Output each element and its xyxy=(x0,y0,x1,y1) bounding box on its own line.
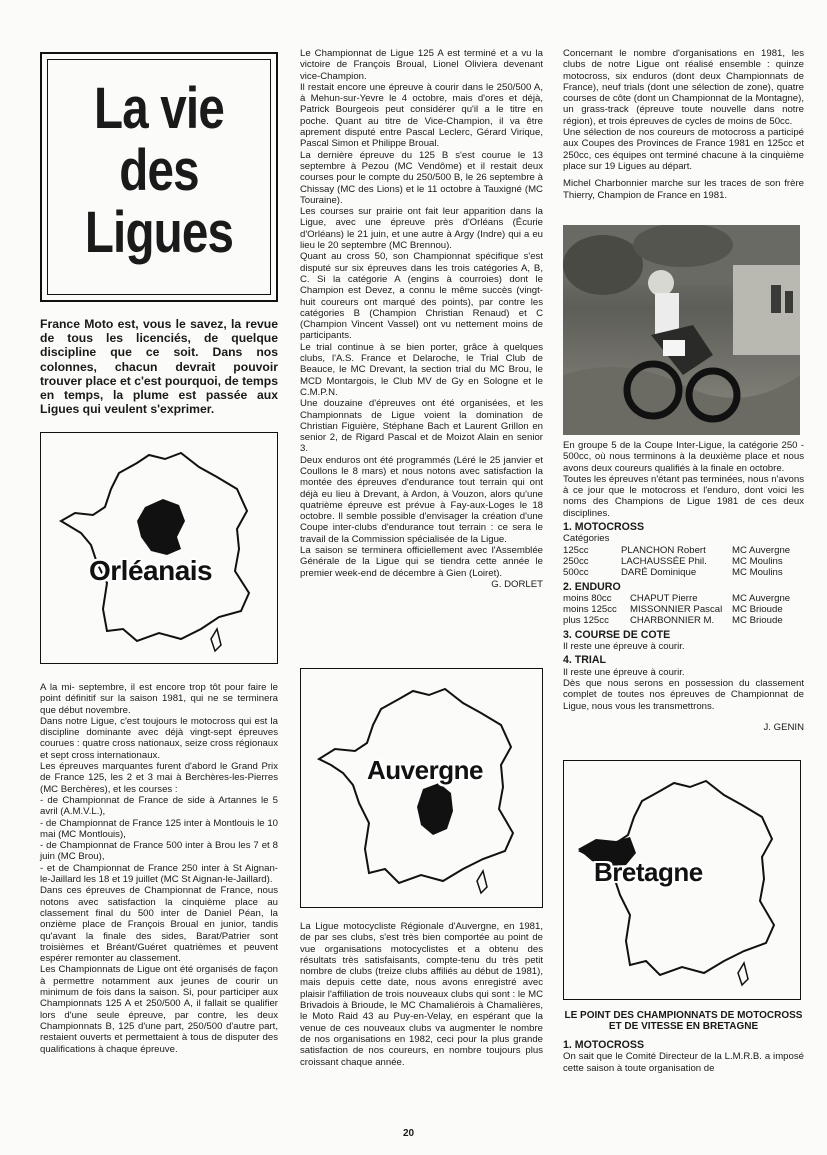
photo-caption: Michel Charbonnier marche sur les traces de son frère Thierry, Champion de France en 1981. xyxy=(563,178,804,201)
result-row: moins 80cc CHAPUT Pierre MC Auvergne xyxy=(563,592,791,604)
paragraph: Il restait encore une épreuve à courir dans le 250/500 A, à Mehun-sur-Yevre le 4 octobre, mais d'ores et déjà, Patrick Bourgeois peut considérer qu'il a le titre en poche. Quant au titre de Vice-Champion, il va être aprement disputé entre Pascal Leclerc, Gérard Virique, Pascal Simon et Philippe Broual. xyxy=(300,81,543,150)
map-label-orleanais: Orléanais xyxy=(89,555,213,586)
result-row: moins 125cc MISSONNIER Pascal MC Brioude xyxy=(563,604,783,616)
france-outline-icon xyxy=(301,669,541,906)
heading-bretagne-motocross: 1. MOTOCROSS xyxy=(563,1039,645,1051)
lead-paragraph: France Moto est, vous le savez, la revue de tous les licenciés, de quelque discipline que ce soit. Dans nos colonnes, chacun devrait pouvoir trouver place et c'est pourquoi, de temps en temps, la plume est passée aux Ligues qui veulent s'exprimer. xyxy=(40,317,278,417)
result-row: 250cc LACHAUSSÉE Phil. MC Moulins xyxy=(563,555,783,567)
paragraph: La Ligue motocycliste Régionale d'Auvergne, en 1981, de par ses clubs, s'est très bien comportée au point de vue organisations motocyclistes et a obtenu des résultats très satisfaisants, compte-tenu du très petit nombre de clubs (treize clubs affiliés au début de 1981), mais depuis cette date, nous avons enregistré avec plaisir l'affiliation de trois nouveaux clubs qui sont : le MC Brivadois à Brioude, le MC Chamaliérois à Chamalières, le Moto Raid 43 au Puy-en-Velay, en espérant que la venue de ces nouveaux clubs va augmenter le nombre de nos organisations en 1982, ceci pour la plus grande satisfaction de nos coureurs, en nombre toujours plus croissant chaque année. xyxy=(300,921,543,1068)
france-outline-icon xyxy=(41,433,276,662)
paragraph: En groupe 5 de la Coupe Inter-Ligue, la catégorie 250 - 500cc, où nous terminons à la deuxième place et nous avons deux coureurs qualifiés à la finale en octobre. xyxy=(563,440,804,474)
heading-course-de-cote: 3. COURSE DE COTE xyxy=(563,628,671,641)
paragraph: - de Championnat de France 125 inter à Montlouis le 10 mai (MC Montlouis), xyxy=(40,817,278,840)
column-3-top xyxy=(563,48,804,201)
paragraph: - et de Championnat de France 250 inter à St Aignan-le-Jaillard les 18 et 19 juillet (MC St Aignan-le-Jaillard). xyxy=(40,862,278,886)
map-auvergne xyxy=(300,668,543,908)
title-line-2: des xyxy=(119,138,199,203)
map-label-auvergne: Auvergne xyxy=(367,755,483,785)
map-label-bretagne: Bretagne xyxy=(594,857,703,887)
paragraph: Dans notre Ligue, c'est toujours le motocross qui est la discipline dominante avec déjà vingt-sept épreuves courues : quatre cross nationaux, seize cross régionaux et sept cross internationaux. xyxy=(40,715,278,761)
page-number: 20 xyxy=(403,1128,415,1139)
region-orleanais-shape xyxy=(137,499,185,555)
heading-enduro: 2. ENDURO xyxy=(563,580,621,593)
result-row: 500cc DARÉ Dominique MC Moulins xyxy=(563,567,783,579)
paragraph: Dans ces épreuves de Championnat de France, nous notons avec satisfaction la cinquième place au classement final du 500 inter de Daniel Péan, la onzième place de François Broual en junior, tandis qu'avant la finale des sides, Barat/Patrier sont troisièmes et Bréant/Guéret quatrièmes et peuvent espérer remonter au classement. xyxy=(40,885,278,965)
paragraph: Une douzaine d'épreuves ont été organisées, et les Championnats de Ligue voient la domination de Christian Figuière, Stéphane Bach et Laurent Grillon en senior 2, de Rigard Pascal et de Moizot Alain en senior 3. xyxy=(300,398,543,455)
paragraph: La saison se terminera officiellement avec l'Assemblée Générale de la Ligue qui se tiendra cette année le premier week-end de décembre à Gien (Loiret). xyxy=(300,545,543,579)
categories-label: Catégories xyxy=(563,533,610,545)
paragraph: Les épreuves marquantes furent d'abord le Grand Prix de France 125, les 2 et 3 mai à Berchères-les-Pierres (MC Berchères), et les courses : xyxy=(40,761,278,795)
paragraph: Toutes les épreuves n'étant pas terminées, nous n'avons à ce jour que le motocross et l'enduro, dont voici les noms des Champions de Ligue 1981 de ces deux disciplines. xyxy=(563,473,804,519)
paragraph: A la mi- septembre, il est encore trop tôt pour faire le point définitif sur la saison 1981, qui ne se terminera que début novembre. xyxy=(40,682,278,716)
bretagne-heading: LE POINT DES CHAMPIONNATS DE MOTOCROSS ET DE VITESSE EN BRETAGNE xyxy=(564,1010,803,1032)
paragraph: Il reste une épreuve à courir. xyxy=(563,641,685,653)
title-line-1: La vie xyxy=(94,76,224,141)
region-auvergne-shape xyxy=(417,783,453,835)
paragraph: Quant au cross 50, son Championnat spécifique s'est disputé sur six épreuves dans les trois catégories A, B, C. Si la catégorie A (engins à courroies) dont le Champion est Devez, a connu le même succès (vingt-huit coureurs ont marqué des points), par contre les catégories B (Champion Christian Renaud) et C (Champion Vincent Vassel) ont vu nettement moins de participants. xyxy=(300,251,543,342)
paragraph: Les Championnats de Ligue ont été organisés de façon à permettre notamment aux jeunes de courir un minimum de fois dans la saison. Si, pour participer aux Championnats 125 A et 250/500 A, il fallait se qualifier lors d'une seule épreuve, par contre, les deux Championnats B, 125 d'une part, 250/500 d'autre part, restaient ouverts et permettaient à tous de disputer des qualifications à chaque épreuve. xyxy=(40,964,278,1055)
motocross-rider-image xyxy=(563,225,800,435)
title-line-3: Ligues xyxy=(84,200,234,265)
motocross-photo xyxy=(563,225,800,435)
paragraph: Une sélection de nos coureurs de motocross a participé aux Coupes des Provinces de France 1981 en 125cc et 250cc, ces équipes ont terminé chacune à la cinquième place sur 19 Ligues au départ. xyxy=(563,127,804,172)
paragraph: Le Championnat de Ligue 125 A est terminé et a vu la victoire de François Broual, Lionel Oliviera devenant vice-Champion. xyxy=(300,48,543,82)
signature-dorlet: G. DORLET xyxy=(491,578,543,590)
column-1-text xyxy=(40,682,278,1055)
map-bretagne xyxy=(563,760,801,1000)
column-3-results xyxy=(563,440,804,733)
map-orleanais xyxy=(40,432,278,664)
result-row: 125cc PLANCHON Robert MC Auvergne xyxy=(563,544,791,556)
paragraph: - de Championnat de France 500 inter à Brou les 7 et 8 juin (MC Brou), xyxy=(40,840,278,863)
paragraph: - de Championnat de France de side à Artannes le 5 avril (A.M.V.L.), xyxy=(40,794,278,818)
title-inner-frame xyxy=(47,59,271,295)
heading-motocross: 1. MOTOCROSS xyxy=(563,521,645,534)
paragraph: La dernière épreuve du 125 B s'est courue le 13 septembre à Pezou (MC Vendôme) et il restait deux courses pour le compte du 250/500 B, le 26 septembre à Chissay (MC des Lions) et le 11 octobre à Tauxigné (MC Touraine). xyxy=(300,149,543,206)
paragraph: Le trial continue à se bien porter, grâce à quelques clubs, l'A.S. France et Delaroche, le Trial Club de Beauce, le MC Drevant, la section trial du MC Brou, le MCD Montargois, le Club MV de Gy en Sologne et le C.M.P.N. xyxy=(300,341,543,398)
bretagne-section xyxy=(563,1010,804,1074)
paragraph: Concernant le nombre d'organisations en 1981, les clubs de notre Ligue ont réalisé ensemble : quinze motocross, six enduros (dont deux Championnats de France), neuf trials (dont une sélection de zone), quatre courses de côte (dont un Championnat de la Montagne), un grass-track (épreuve toute nouvelle dans notre région), et trois épreuves de cycles de moins de 50cc. xyxy=(563,48,804,127)
paragraph: On sait que le Comité Directeur de la L.M.R.B. a imposé cette saison à toute organisation de xyxy=(563,1051,804,1074)
paragraph: Il reste une épreuve à courir. xyxy=(563,666,685,678)
auvergne-intro xyxy=(300,921,543,1068)
paragraph: Deux enduros ont été programmés (Léré le 25 janvier et Coullons le 8 mars) et nous notons avec satisfaction la montée des épreuves d'endurance tout terrain qui ont déjà eu lieu à Drevant, à Ardon, à Vouzon, alors qu'une quatrième épreuve est prévue à Fay-aux-Loges le 18 octobre. Il semble possible d'envisager la création d'une Coupe inter-clubs d'endurance tout terrain : ce sera le travail de la Commission spécialisée de la Ligue. xyxy=(300,454,543,545)
result-row: plus 125cc CHARBONNIER M. MC Brioude xyxy=(563,615,783,627)
column-2-text xyxy=(300,48,543,590)
paragraph: Les courses sur prairie ont fait leur apparition dans la Ligue, avec une épreuve près d'Orléans (Écurie d'Orléans) le 21 juin, et une autre à Argy (Indre) qui a eu lieu le 20 septembre (MC Brennou). xyxy=(300,206,543,252)
heading-trial: 4. TRIAL xyxy=(563,654,606,667)
paragraph: Dès que nous serons en possession du classement complet de toutes nos épreuves de Championnat de Ligue, nous vous les transmettrons. xyxy=(563,677,804,712)
title-box xyxy=(40,52,278,302)
signature-genin: J. GENIN xyxy=(763,721,804,733)
